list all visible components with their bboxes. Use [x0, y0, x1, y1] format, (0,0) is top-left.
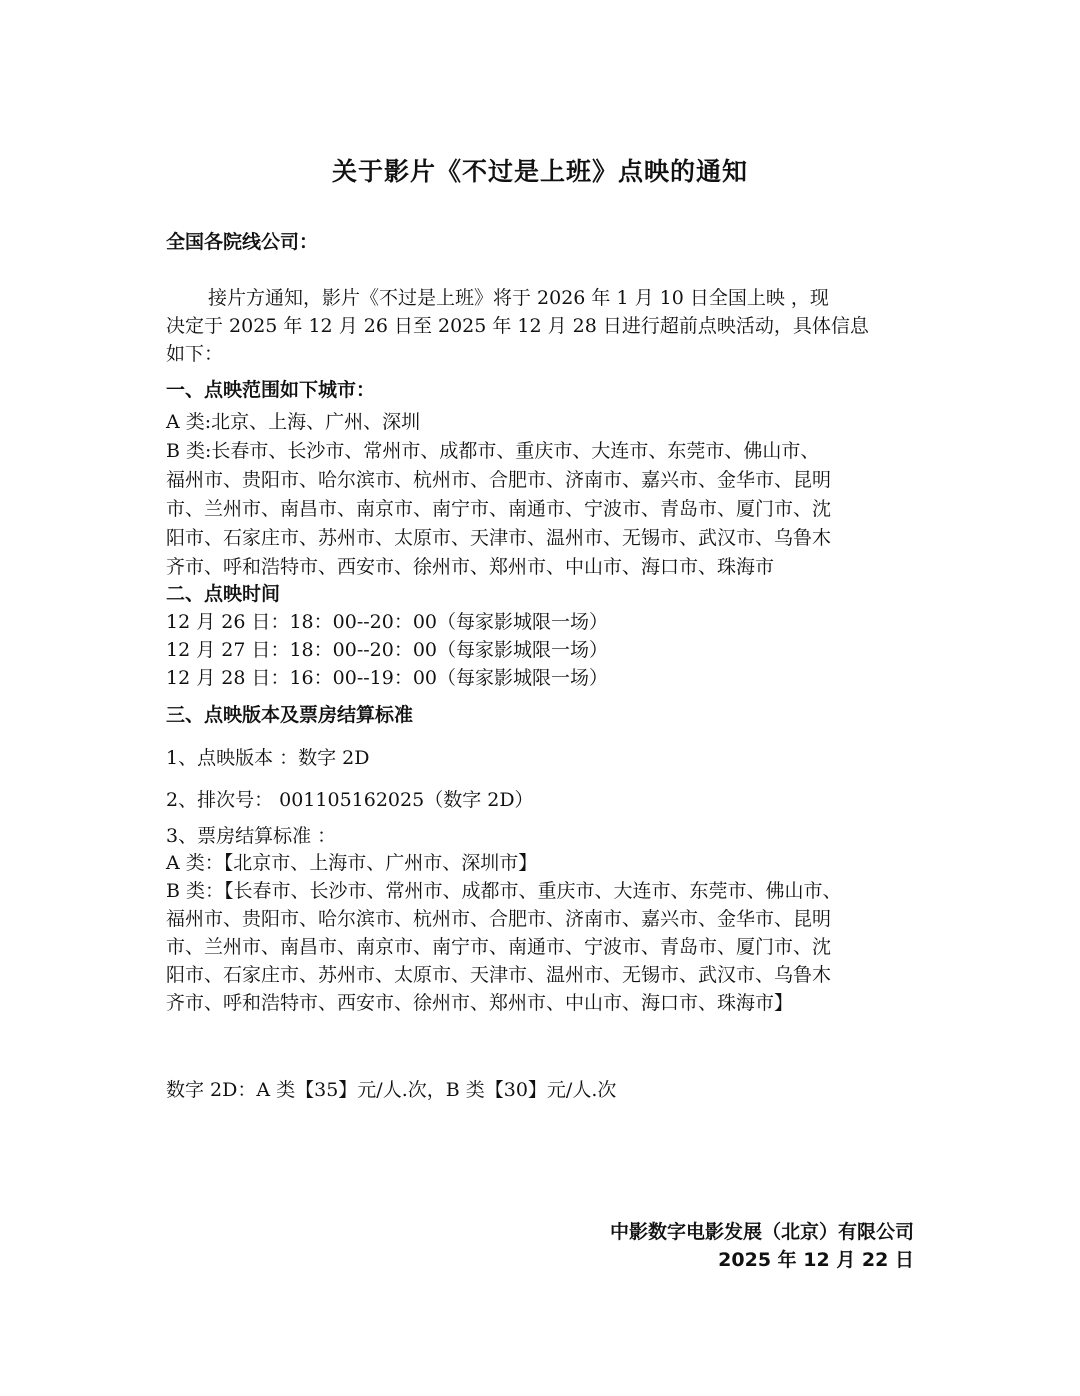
- section2-heading: 二、点映时间: [166, 583, 281, 605]
- intro-line-3: 如下：: [166, 343, 224, 365]
- intro-line-1: 接片方通知，影片《不过是上班》将于 2026 年 1 月 10 日全国上映 ，现: [208, 287, 829, 309]
- intro-line-2: 决定于 2025 年 12 月 26 日至 2025 年 12 月 28 日进行超前点映活动，具体信息: [166, 315, 869, 337]
- signature-company: 中影数字电影发展（北京）有限公司: [609, 1221, 914, 1243]
- section1-line: A 类:北京、上海、广州、深圳: [166, 411, 421, 433]
- section1-line: 齐市、呼和浩特市、西安市、徐州市、郑州市、中山市、海口市、珠海市: [166, 556, 775, 578]
- section1-line: 市、兰州市、南昌市、南京市、南宁市、南通市、宁波市、青岛市、厦门市、沈: [166, 498, 832, 520]
- settle-heading: 3、票房结算标准 ：: [166, 825, 337, 847]
- section1-heading: 一、点映范围如下城市：: [166, 379, 376, 401]
- section1-line: B 类:长春市、长沙市、常州市、成都市、重庆市、大连市、东莞市、佛山市、: [166, 440, 820, 462]
- settle-line: 市、兰州市、南昌市、南京市、南宁市、南通市、宁波市、青岛市、厦门市、沈: [166, 936, 832, 958]
- salutation: 全国各院线公司：: [166, 231, 319, 253]
- settle-line: 福州市、贵阳市、哈尔滨市、杭州市、合肥市、济南市、嘉兴市、金华市、昆明: [166, 908, 832, 930]
- settle-line: B 类：【长春市、长沙市、常州市、成都市、重庆市、大连市、东莞市、佛山市、: [166, 880, 842, 902]
- section3-heading: 三、点映版本及票房结算标准: [166, 704, 414, 726]
- price-line: 数字 2D：A 类【35】元/人.次，B 类【30】元/人.次: [166, 1079, 617, 1101]
- section1-line: 福州市、贵阳市、哈尔滨市、杭州市、合肥市、济南市、嘉兴市、金华市、昆明: [166, 469, 832, 491]
- settle-line: 阳市、石家庄市、苏州市、太原市、天津市、温州市、无锡市、武汉市、乌鲁木: [166, 964, 832, 986]
- schedule-line: 12 月 27 日：18：00--20：00（每家影城限一场）: [166, 639, 609, 661]
- document-title: 关于影片《不过是上班》点映的通知: [331, 157, 748, 186]
- code-line: 2、排次号： 001105162025（数字 2D）: [166, 789, 534, 811]
- signature-date: 2025 年 12 月 22 日: [718, 1249, 914, 1271]
- schedule-line: 12 月 28 日：16：00--19：00（每家影城限一场）: [166, 667, 609, 689]
- settle-line: 齐市、呼和浩特市、西安市、徐州市、郑州市、中山市、海口市、珠海市】: [166, 992, 794, 1014]
- schedule-line: 12 月 26 日：18：00--20：00（每家影城限一场）: [166, 611, 609, 633]
- version-line: 1、点映版本 ：数字 2D: [166, 747, 370, 769]
- section1-line: 阳市、石家庄市、苏州市、太原市、天津市、温州市、无锡市、武汉市、乌鲁木: [166, 527, 832, 549]
- settle-line: A 类：【北京市、上海市、广州市、深圳市】: [166, 852, 538, 874]
